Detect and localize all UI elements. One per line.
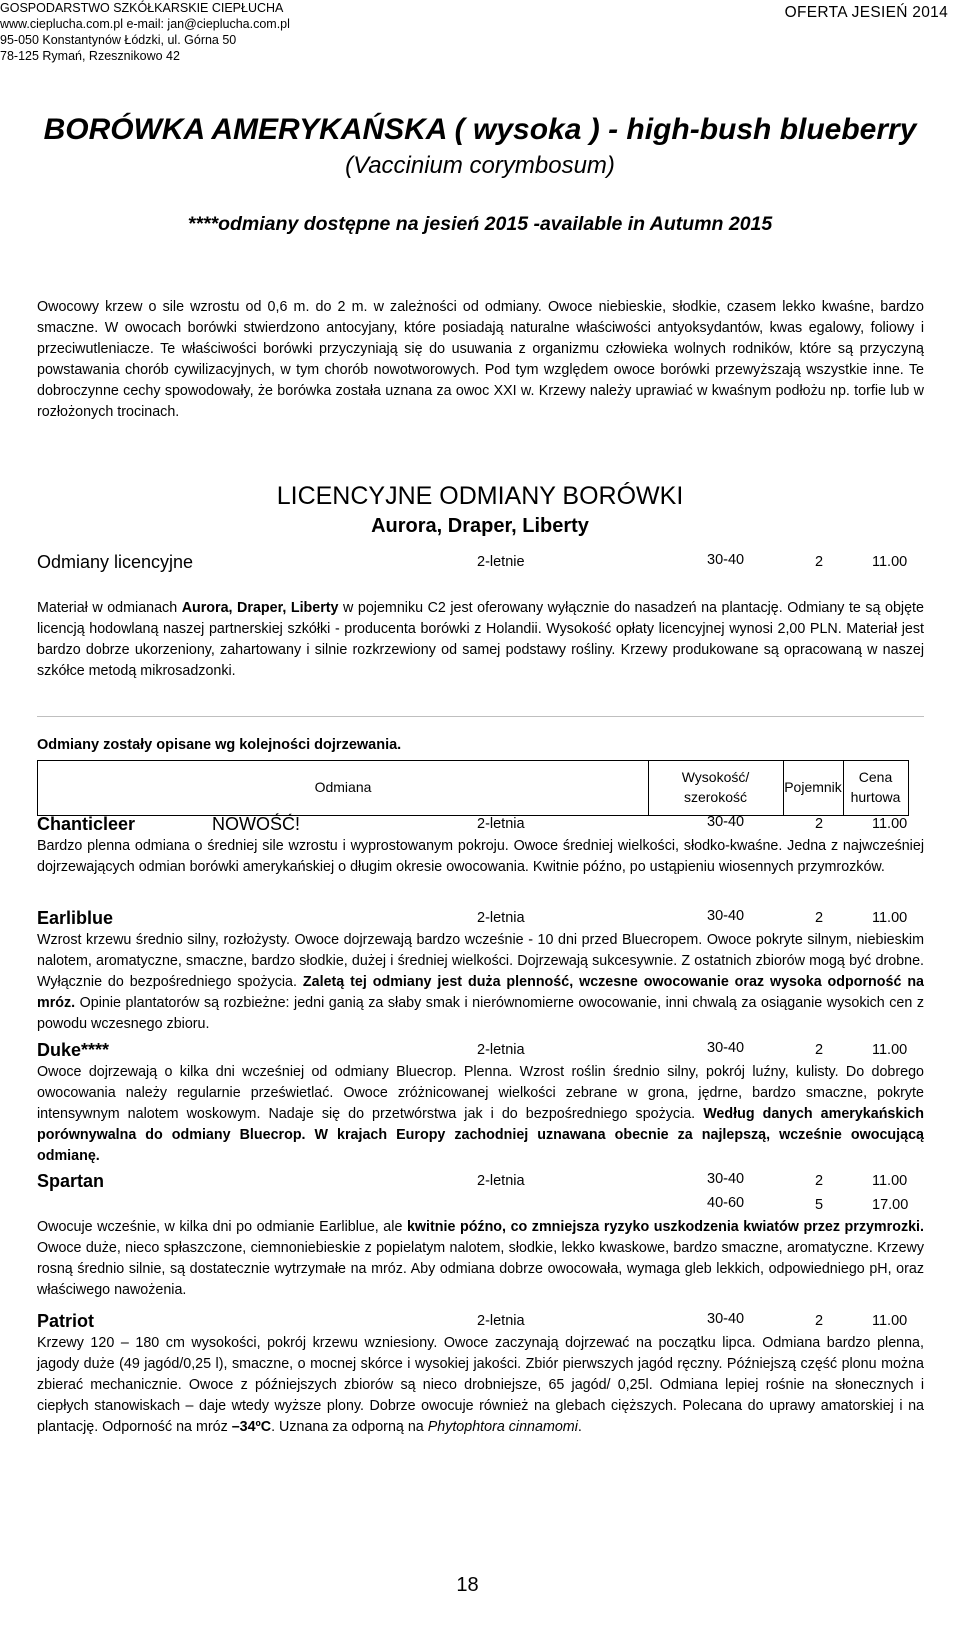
text-run: Materiał w odmianach [37, 600, 182, 616]
variety-name: Spartan [37, 1171, 105, 1191]
col-price [843, 767, 908, 807]
variety-age: 2-letnie [477, 554, 525, 570]
col-container: Pojemnik [784, 779, 842, 795]
text-run: Owocuje wcześnie, w kilka dni po odmianie Earliblue, ale [37, 1219, 407, 1235]
col-price-line1: Cena [858, 769, 893, 785]
variety-row-duke [37, 1040, 927, 1064]
text-run-bold: kwitnie późno, co zmniejsza ryzyko uszkodzenia kwiatów przez przymrozki. [406, 1219, 924, 1235]
variety-description-earliblue [37, 930, 924, 1035]
variety-name: Chanticleer [37, 814, 136, 834]
text-run: Owoce dojrzewają o kilka dni wcześniej od odmiany Bluecrop. Plenna. Wzrost roślin średnio silny, pokrój luźny, kulisty. Do dobrego owocowania należy regularnie prześwietlać. Owoce zróżnicowanej wielkości zebrane w grona, jędrne, bardzo smaczne, pokryte intensywnym nalotem woskowym. Nadaje się do przetwórstwa jak i do bezpośredniego spożycia. [37, 1064, 924, 1122]
variety-container: 2 [815, 1042, 824, 1058]
variety-age: 2-letnia [477, 1173, 525, 1189]
text-run-bold: Aurora, Draper, Liberty [181, 600, 339, 616]
variety-price: 11.00 [872, 1173, 908, 1189]
new-badge: NOWOŚĆ! [212, 814, 300, 834]
variety-size: 30-40 [707, 1311, 745, 1327]
variety-row-spartan [37, 1171, 927, 1195]
intro-paragraph: Owocowy krzew o sile wzrostu od 0,6 m. do 2 m. w zależności od odmiany. Owoce niebieskie, słodkie, czasem lekko kwaśne, bardzo smaczne. W owocach borówki stwierdzono antocyjany, które posiadają naturalne właściwości antyoksydantów, kwas egalowy, foliowy i przeciwutleniacze. Te właściwości borówki przyczyniają się do usuwania z organizmu człowieka wolnych rodników, które są przyczyną powstawania chorób cywilizacyjnych, w tym chorób nowotworowych. Pod tym względem owoce borówki przewyższają wszystkie inne. Te dobroczynne cechy spowodowały, że borówka została uznana za owoc XXI w. Krzewy należy uprawiać w kwaśnym podłożu np. torfie lub w rozłożonych trocinach. [37, 299, 924, 420]
variety-age: 2-letnia [477, 816, 525, 832]
company-name: GOSPODARSTWO SZKÓŁKARSKIE CIEPŁUCHA [0, 1, 284, 15]
variety-age: 2-letnia [477, 1313, 525, 1329]
page-title: BORÓWKA AMERYKAŃSKA ( wysoka ) - high-bush blueberry [43, 113, 917, 146]
variety-price: 11.00 [872, 1313, 908, 1329]
variety-name: Earliblue [37, 908, 114, 928]
page-number: 18 [456, 1574, 479, 1596]
variety-name: Duke**** [37, 1040, 110, 1060]
variety-container: 5 [815, 1197, 824, 1213]
licensed-heading: LICENCYJNE ODMIANY BORÓWKI [276, 482, 684, 510]
variety-price: 17.00 [872, 1197, 909, 1213]
text-run: w pojemniku C2 jest oferowany wyłącznie do nasadzeń na plantację. Odmiany te są objęte licencją hodowlaną naszej partnerskiej szkółki - producenta borówki z Holandii. Wysokość opłaty licencyjnej wynosi 2,00 PLN. Materiał jest bardzo dobrze ukorzeniony, zahartowany i silnie rozkrzewiony od samej podstawy rośliny. Krzewy produkowane są opracowaną w naszej szkółce metodą mikrosadzonki. [37, 600, 924, 679]
variety-table-header [37, 760, 909, 816]
variety-name: Patriot [37, 1311, 95, 1331]
text-run-italic: Phytophtora cinnamomi [427, 1419, 578, 1435]
text-run: Owoce duże, nieco spłaszczone, ciemnoniebieskie z popielatym nalotem, słodkie, lekko kwaskowe, bardzo smaczne, aromatyczne. Krzewy rosną średnio silnie, są dostatecznie wytrzymałe na mróz. Aby odmiana dobrze owocowała, wymaga gleb lekkich, odpowiedniego pH, oraz właściwego nawożenia. [37, 1240, 924, 1298]
col-height [648, 767, 783, 807]
text-run: . Uznana za odporną na [271, 1419, 428, 1435]
company-address-1: 95-050 Konstantynów Łódzki, ul. Górna 50 [0, 33, 237, 47]
company-web-email: www.cieplucha.com.pl e-mail: jan@cieplucha.com.pl [0, 17, 290, 31]
variety-size: 40-60 [707, 1195, 745, 1211]
variety-row-patriot [37, 1311, 927, 1335]
text-run: Opinie plantatorów są rozbieżne: jedni ganią za słaby smak i nierównomierne owocowanie, inni chwalą za osiąganie wysokich cen z powodu wczesnego zbioru. [37, 995, 924, 1032]
divider [37, 716, 924, 717]
variety-price: 11.00 [872, 554, 908, 570]
variety-description-patriot [37, 1333, 924, 1438]
variety-container: 2 [815, 910, 824, 926]
variety-price: 11.00 [872, 816, 908, 832]
latin-name: (Vaccinium corymbosum) [345, 152, 615, 179]
col-height-line1: Wysokość/ [681, 769, 750, 785]
col-price-line2: hurtowa [850, 789, 901, 805]
variety-size: 30-40 [707, 552, 745, 568]
variety-description-chanticleer: Bardzo plenna odmiana o średniej sile wzrostu i wyprostowanym pokroju. Owoce średniej wielkości, słodko-kwaśne. Jedna z najwcześniej dojrzewających odmian borówki amerykańskiej o długim okresie owocowania. Kwitnie późno, po ustąpieniu wiosennych przymrozków. [37, 838, 924, 875]
availability-note: ****odmiany dostępne na jesień 2015 -available in Autumn 2015 [187, 213, 773, 235]
order-note: Odmiany zostały opisane wg kolejności dojrzewania. [37, 737, 402, 753]
text-run-bold: Według danych amerykańskich porównywalna do odmiany Bluecrop. W krajach Europy zachodniej uznawana obecnie za najlepszą, wcześnie owocującą odmianę. [37, 1106, 924, 1164]
text-run-bold: Zaletą tej odmiany jest duża plenność, wczesne owocowanie oraz wysoka odporność na mróz. [37, 974, 925, 1011]
variety-container: 2 [815, 1313, 824, 1329]
licensed-subheading: Aurora, Draper, Liberty [371, 515, 589, 537]
variety-description-spartan [37, 1217, 924, 1301]
variety-row-earliblue [37, 908, 927, 932]
text-run: Wzrost krzewu średnio silny, rozłożysty. Owoce dojrzewają bardzo wcześnie - 10 dni przed Bluecropem. Owoce pokryte silnym, niebieskim nalotem, aromatyczne, smaczne, bardzo słodkie, dużej i średniej wielkości. Dojrzewają sukcesywnie. Z ostatnich zbiorów mogą być drobne. Wyłącznie do bezpośredniego spożycia. [37, 932, 924, 990]
variety-price: 11.00 [872, 910, 908, 926]
company-address-2: 78-125 Rymań, Rzesznikowo 42 [0, 49, 180, 63]
offer-label: OFERTA JESIEŃ 2014 [784, 4, 948, 21]
licensed-variety-row [37, 552, 927, 576]
col-variety: Odmiana [314, 779, 372, 795]
variety-container: 2 [815, 554, 824, 570]
variety-size: 30-40 [707, 1171, 745, 1187]
variety-row-chanticleer [37, 814, 927, 838]
variety-size: 30-40 [707, 908, 745, 924]
variety-age: 2-letnia [477, 1042, 525, 1058]
col-height-line2: szerokość [683, 789, 748, 805]
variety-size: 30-40 [707, 1040, 745, 1056]
variety-row-spartan-large [37, 1195, 927, 1219]
variety-description-duke [37, 1062, 924, 1167]
text-run: Krzewy 120 – 180 cm wysokości, pokrój krzewu wzniesiony. Owoce zaczynają dojrzewać na początku lipca. Odmiana bardzo plenna, jagody duże (49 jagód/0,25 l), smaczne, o mocnej skórce i wysokiej jakości. Zbiór pierwszych jagód ręczny. Późniejszą część plonu można zbierać mechanicznie. Owoce z późniejszych zbiorów są nieco drobniejsze, 65 jagód/ 0,25l. Odmiana lepiej rośnie na słonecznych i ciepłych stanowiskach – daje wtedy wyższe plony. Dobrze owocuje również na glebach cięższych. Polecana do uprawy amatorskiej i na plantację. Odporność na mróz [37, 1335, 924, 1435]
variety-size: 30-40 [707, 814, 745, 830]
variety-name: Odmiany licencyjne [37, 552, 194, 572]
variety-container: 2 [815, 816, 824, 832]
text-run-bold: –34ºC [231, 1419, 272, 1435]
variety-age: 2-letnia [477, 910, 525, 926]
company-header [0, 0, 290, 64]
licensed-description [37, 598, 924, 682]
variety-container: 2 [815, 1173, 824, 1189]
variety-price: 11.00 [872, 1042, 908, 1058]
text-run: . [577, 1419, 582, 1435]
